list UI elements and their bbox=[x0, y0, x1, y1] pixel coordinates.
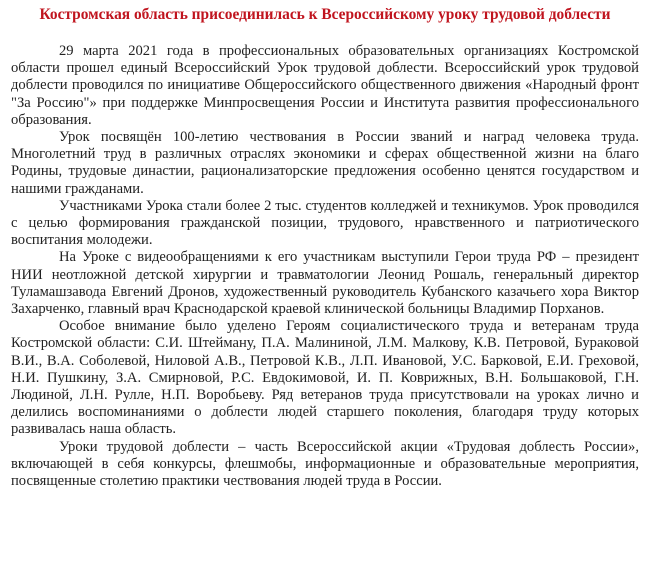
paragraph-date-intro: 29 марта 2021 года в профессиональных образовательных организациях Костромской области прошел единый Всероссийский Урок трудовой доблести. Всероссийский урок трудовой доблести проводился по инициативе Общероссийского общественного движения «Народный фронт "За Россию"» при поддержке Минпросвещения России и Института развития профессионального образования. bbox=[11, 43, 639, 128]
paragraph-veterans: Особое внимание было уделено Героям социалистического труда и ветеранам труда Костромской области: С.И. Штейману, П.А. Малининой, Л.М. Малкову, К.В. Петровой, Бураковой В.И., В.А. Соболевой, Ниловой А.В., Петровой К.В., Л.П. Ивановой, У.С. Барковой, Е.И. Греховой, Н.И. Пушкину, З.А. Смирновой, Р.С. Евдокимовой, И. П. Коврижных, В.Н. Большаковой, Г.Н. Людиной, Л.Н. Рулле, Н.П. Воробьеву. Ряд ветеранов труда присутствовали на уроках лично и делились воспоминаниями о доблести людей старшего поколения, благодаря труду которых развивалась наша область. bbox=[11, 318, 639, 438]
article bbox=[11, 5, 639, 490]
paragraph-participants: Участниками Урока стали более 2 тыс. студентов колледжей и техникумов. Урок проводился с целью формирования гражданской позиции, трудового, нравственного и патриотического воспитания молодежи. bbox=[11, 197, 639, 249]
paragraph-video-addresses: На Уроке с видеообращениями к его участникам выступили Герои труда РФ – президент НИИ неотложной детской хирургии и травматологии Леонид Рошаль, генеральный директор Туламашзавода Евгений Дронов, художественный руководитель Кубанского казачьего хора Виктор Захарченко, главный врач Краснодарской краевой клинической больницы Владимир Порханов. bbox=[11, 249, 639, 318]
paragraph-dedication: Урок посвящён 100-летию чествования в России званий и наград человека труда. Многолетний труд в различных отраслях экономики и сферах общественной жизни на благо Родины, трудовые династии, рационализаторские предложения особенно ценятся государством и нашими гражданами. bbox=[11, 129, 639, 197]
article-body bbox=[11, 43, 639, 490]
paragraph-campaign: Уроки трудовой доблести – часть Всероссийской акции «Трудовая доблесть России», включающей в себя конкурсы, флешмобы, информационные и образовательные мероприятия, посвященные столетию практики чествования людей труда в России. bbox=[11, 438, 639, 490]
article-title: Костромская область присоединилась к Всероссийскому уроку трудовой доблести bbox=[39, 6, 611, 23]
